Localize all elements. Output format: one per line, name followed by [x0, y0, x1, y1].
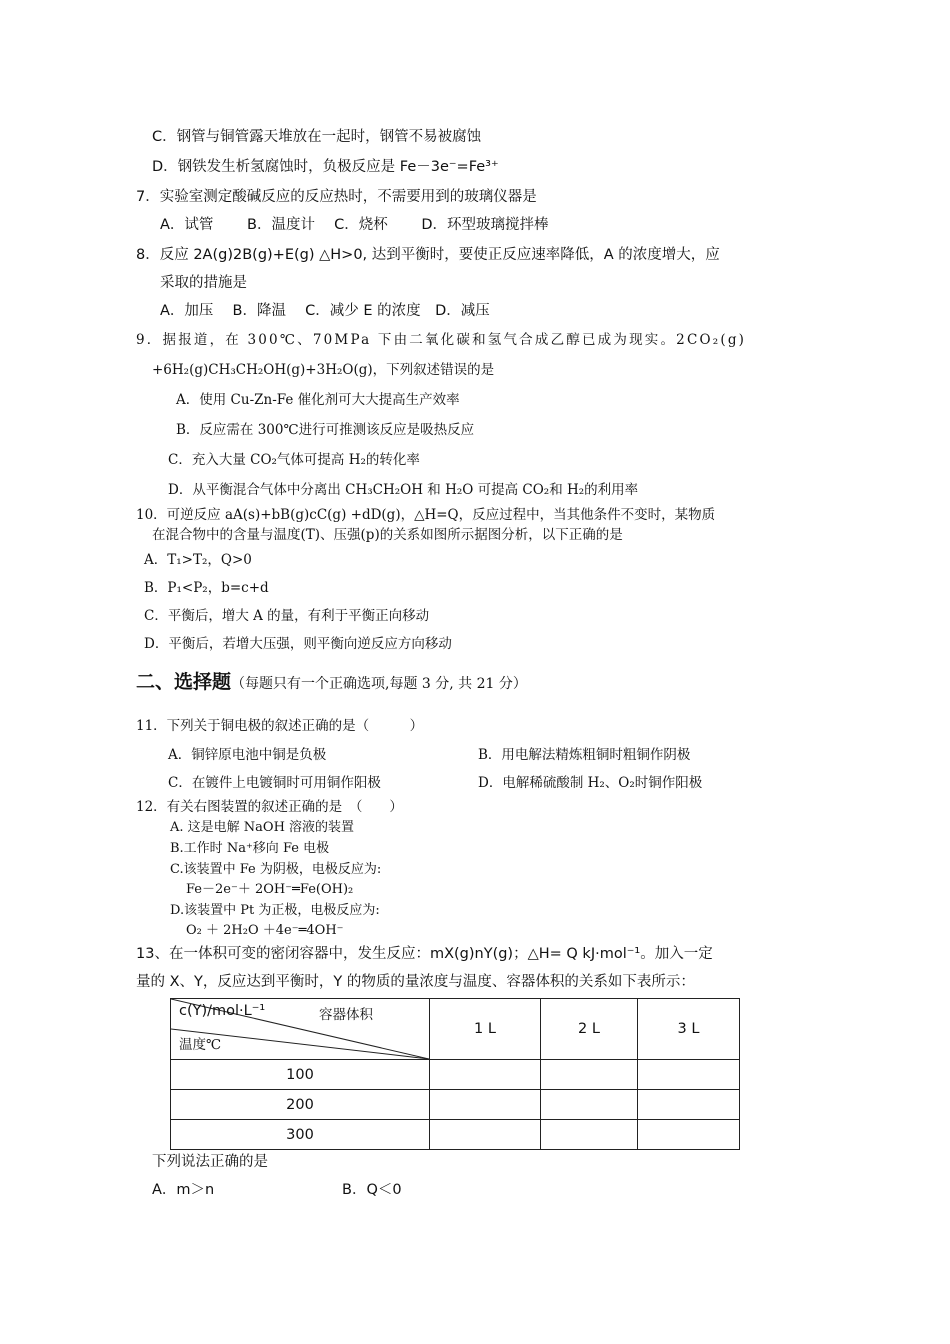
q12-option-c-line1: C.该装置中 Fe 为阴极，电极反应为: [170, 862, 382, 877]
q12-option-d-line1: D.该装置中 Pt 为正极，电极反应为: [170, 903, 380, 918]
row-header: 300 [171, 1120, 430, 1150]
section-2-note: （每题只有一个正确选项,每题 3 分, 共 21 分） [231, 676, 527, 692]
q9-option-d: D．从平衡混合气体中分离出 CH₃CH₂OH 和 H₂O 可提高 CO₂和 H₂的利用率 [168, 482, 639, 498]
q8-stem-line1: 8．反应 2A(g)2B(g)+E(g) △H>0, 达到平衡时，要使正反应速率降低，A 的浓度增大，应 [136, 247, 720, 263]
concentration-table [170, 998, 740, 1150]
q12-option-b: B.工作时 Na⁺移向 Fe 电极 [170, 841, 330, 856]
q11-option-d: D．电解稀硫酸制 H₂、O₂时铜作阳极 [478, 775, 703, 791]
q13-option-b: B．Q＜0 [342, 1182, 402, 1198]
column-header: 2 L [541, 999, 638, 1060]
table-corner-cell [171, 999, 430, 1060]
q9-option-b: B．反应需在 300℃进行可推测该反应是吸热反应 [176, 422, 475, 438]
q12-option-a: A. 这是电解 NaOH 溶液的装置 [170, 820, 355, 835]
table-row [171, 1060, 740, 1090]
table-row [171, 1090, 740, 1120]
q13-stem-line2: 量的 X、Y，反应达到平衡时，Y 的物质的量浓度与温度、容器体积的关系如下表所示： [136, 974, 695, 990]
column-header: 3 L [638, 999, 740, 1060]
table-cell [638, 1090, 740, 1120]
q10-option-c: C．平衡后，增大 A 的量，有利于平衡正向移动 [144, 608, 430, 624]
section-2-heading [136, 672, 527, 694]
q11-option-b: B．用电解法精炼粗铜时粗铜作阴极 [478, 747, 691, 763]
q12-option-c-line2: Fe－2e⁻＋ 2OH⁻═Fe(OH)₂ [186, 882, 354, 897]
q10-option-b: B．P₁<P₂，b=c+d [144, 580, 269, 596]
q10-option-d: D．平衡后，若增大压强，则平衡向逆反应方向移动 [144, 636, 452, 652]
table-cell [430, 1090, 541, 1120]
table-cell [638, 1060, 740, 1090]
q11-option-a: A．铜锌原电池中铜是负极 [168, 747, 327, 763]
q10-option-a: A．T₁>T₂，Q>0 [144, 552, 252, 568]
q13-stem-line1: 13、在一体积可变的密闭容器中，发生反应：mX(g)nY(g)；△H= Q kJ·mol⁻¹。加入一定 [136, 946, 713, 962]
q8-options: A．加压 B．降温 C．减少 E 的浓度 D．减压 [160, 303, 490, 319]
q10-stem-line2: 在混合物中的含量与温度(T)、压强(p)的关系如图所示据图分析，以下正确的是 [152, 527, 623, 543]
corner-label-volume: 容器体积 [319, 1007, 373, 1023]
q13-prompt: 下列说法正确的是 [152, 1154, 268, 1170]
table-header-row [171, 999, 740, 1060]
q6-option-d: D．钢铁发生析氢腐蚀时，负极反应是 Fe－3e⁻=Fe³⁺ [152, 159, 499, 175]
row-header: 200 [171, 1090, 430, 1120]
q13-option-a: A．m＞n [152, 1182, 215, 1198]
table-cell [541, 1090, 638, 1120]
q11-option-c: C．在镀件上电镀铜时可用铜作阳极 [168, 775, 381, 791]
column-header: 1 L [430, 999, 541, 1060]
q9-option-a: A．使用 Cu-Zn-Fe 催化剂可大大提高生产效率 [176, 392, 460, 408]
table-cell [541, 1060, 638, 1090]
q9-option-c: C．充入大量 CO₂气体可提高 H₂的转化率 [168, 452, 420, 468]
table-cell [430, 1060, 541, 1090]
q12-stem: 12．有关右图装置的叙述正确的是 （ ） [136, 799, 403, 815]
row-header: 100 [171, 1060, 430, 1090]
table-row [171, 1120, 740, 1150]
corner-label-temperature: 温度℃ [179, 1037, 222, 1053]
table-cell [541, 1120, 638, 1150]
q7-stem: 7．实验室测定酸碱反应的反应热时，不需要用到的玻璃仪器是 [136, 189, 537, 205]
corner-label-concentration: c(Y)/mol·L⁻¹ [179, 1003, 266, 1019]
q11-stem: 11．下列关于铜电极的叙述正确的是（ ） [136, 718, 424, 734]
q12-option-d-line2: O₂ ＋ 2H₂O ＋4e⁻═4OH⁻ [186, 923, 344, 938]
q10-stem-line1: 10．可逆反应 aA(s)+bB(g)cC(g) +dD(g)，△H=Q，反应过程中，当其他条件不变时，某物质 [136, 507, 716, 523]
q6-option-c: C．钢管与铜管露天堆放在一起时，钢管不易被腐蚀 [152, 129, 482, 145]
section-2-title: 二、选择题 [136, 671, 232, 693]
table-cell [430, 1120, 541, 1150]
q9-stem-line1: 9．据报道，在 300℃、70MPa 下由二氧化碳和氢气合成乙醇已成为现实。2CO₂(g) [136, 332, 747, 348]
table-cell [638, 1120, 740, 1150]
q8-stem-line2: 采取的措施是 [160, 275, 247, 291]
q9-stem-line2: +6H₂(g)CH₃CH₂OH(g)+3H₂O(g)，下列叙述错误的是 [152, 362, 495, 378]
q7-options: A．试管 B．温度计 C．烧杯 D．环型玻璃搅拌棒 [160, 217, 549, 233]
